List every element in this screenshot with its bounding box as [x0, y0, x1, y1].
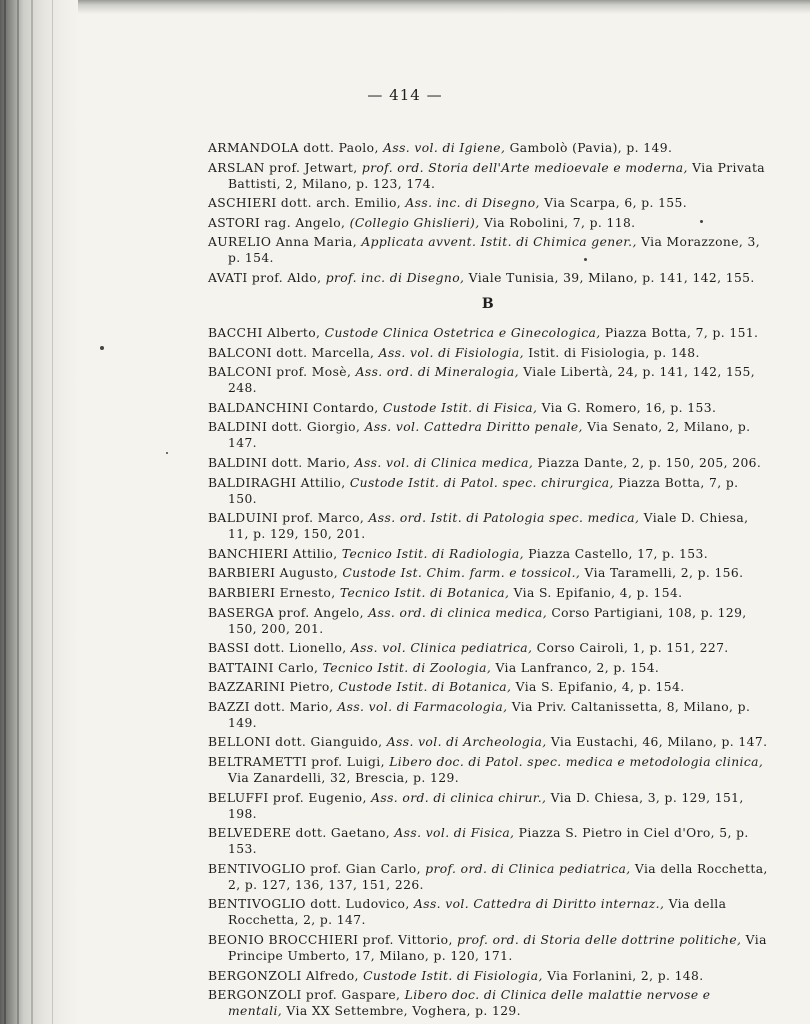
- entry-role: prof. ord. Storia dell'Arte medioevale e moderna,: [361, 160, 688, 175]
- entry-surname: BALDINI: [208, 455, 268, 470]
- directory-entry: [208, 640, 768, 656]
- print-speck: [100, 346, 104, 350]
- entry-role: Ass. ord. Istit. di Patologia spec. medica,: [368, 511, 640, 526]
- entry-address: Viale D. Chiesa, 11, p. 129, 150, 201.: [228, 511, 749, 542]
- entry-title-name: prof. Vittorio,: [358, 933, 458, 948]
- entry-address: Via Robolini, 7, p. 118.: [479, 215, 636, 230]
- entry-title-name: Attilio,: [288, 546, 342, 561]
- entry-role: (Collegio Ghislieri),: [349, 215, 480, 230]
- entries-group-b: [208, 325, 768, 1019]
- entry-surname: BENTIVOGLIO: [208, 861, 306, 876]
- entry-address: Via Principe Umberto, 17, Milano, p. 120, 171.: [228, 933, 767, 964]
- directory-entry: [208, 565, 768, 581]
- directory-entry: [208, 270, 768, 286]
- entry-title-name: dott. arch. Emilio,: [276, 196, 406, 211]
- directory-entry: [208, 734, 768, 750]
- entry-role: Ass. vol. di Fisica,: [394, 826, 515, 841]
- entry-role: Tecnico Istit. di Zoologia,: [322, 660, 492, 675]
- entry-surname: BALCONI: [208, 345, 272, 360]
- entry-surname: BEONIO BROCCHIERI: [208, 933, 359, 948]
- entry-address: Piazza Castello, 17, p. 153.: [523, 546, 709, 561]
- print-speck: [584, 258, 587, 261]
- entries-group-a: [208, 140, 768, 286]
- entry-role: Libero doc. di Patol. spec. medica e metodologia clinica,: [389, 755, 764, 770]
- entry-surname: BAZZI: [208, 699, 250, 714]
- entry-address: Corso Cairoli, 1, p. 151, 227.: [532, 641, 729, 656]
- entry-address: Via Senato, 2, Milano, p. 147.: [228, 420, 751, 451]
- entry-surname: BELTRAMETTI: [208, 755, 307, 770]
- entry-role: Ass. ord. di clinica medica,: [368, 605, 548, 620]
- entry-surname: BALDIRAGHI: [208, 475, 297, 490]
- entry-role: Custode Ist. Chim. farm. e tossicol.,: [342, 566, 581, 581]
- binding-streak: [4, 0, 6, 1024]
- entry-surname: BENTIVOGLIO: [208, 897, 306, 912]
- directory-entry: [208, 234, 768, 266]
- directory-entry: [208, 861, 768, 893]
- directory-entry: [208, 932, 768, 964]
- entry-role: prof. ord. di Clinica pediatrica,: [425, 861, 631, 876]
- entry-surname: BAZZARINI: [208, 680, 286, 695]
- entry-role: Applicata avvent. Istit. di Chimica gener.,: [361, 235, 637, 250]
- entry-address: Via della Rocchetta, 2, p. 147.: [228, 897, 727, 928]
- entry-surname: BERGONZOLI: [208, 988, 302, 1003]
- entry-title-name: dott. Gianguido,: [270, 735, 387, 750]
- directory-entry: [208, 364, 768, 396]
- entry-title-name: Contardo,: [308, 400, 383, 415]
- entry-surname: BASSI: [208, 641, 250, 656]
- entry-address: Via D. Chiesa, 3, p. 129, 151, 198.: [228, 790, 744, 821]
- directory-entry: [208, 585, 768, 601]
- entry-surname: BERGONZOLI: [208, 968, 302, 983]
- entry-title-name: prof. Luigi,: [306, 755, 390, 770]
- entry-role: Ass. vol. Cattedra Diritto penale,: [364, 420, 583, 435]
- entry-role: Ass. vol. di Fisiologia,: [378, 345, 524, 360]
- entry-title-name: Ernesto,: [275, 585, 340, 600]
- page-number: — 414 —: [367, 86, 443, 104]
- entry-surname: BELLONI: [208, 735, 271, 750]
- directory-entry: [208, 754, 768, 786]
- entry-surname: ARMANDOLA: [208, 141, 299, 155]
- entry-role: Custode Istit. di Fisica,: [382, 400, 538, 415]
- entry-role: Ass. vol. di Clinica medica,: [354, 455, 534, 470]
- entry-address: Piazza Botta, 7, p. 151.: [600, 325, 759, 340]
- entry-role: Custode Istit. di Fisiologia,: [363, 968, 543, 983]
- entry-role: Libero doc. di Clinica delle malattie nervose e mentali,: [228, 988, 711, 1019]
- entry-title-name: prof. Mosè,: [272, 365, 356, 380]
- entry-title-name: prof. Marco,: [277, 511, 369, 526]
- section-letter: B: [481, 295, 495, 312]
- entry-title-name: dott. Paolo,: [298, 141, 384, 155]
- entry-title-name: dott. Mario,: [267, 455, 355, 470]
- entry-surname: BALDANCHINI: [208, 400, 309, 415]
- directory-entry: [208, 455, 768, 471]
- entry-title-name: prof. Gian Carlo,: [305, 861, 426, 876]
- entry-surname: BASERGA: [208, 605, 275, 620]
- entry-surname: BALDINI: [208, 420, 268, 435]
- entry-address: Istit. di Fisiologia, p. 148.: [523, 345, 700, 360]
- entry-title-name: prof. Aldo,: [247, 270, 326, 285]
- entry-title-name: Anna Maria,: [271, 235, 362, 250]
- entry-title-name: Carlo,: [273, 660, 323, 675]
- entry-role: Tecnico Istit. di Radiologia,: [341, 546, 524, 561]
- entry-title-name: rag. Angelo,: [260, 215, 350, 230]
- entry-title-name: dott. Ludovico,: [305, 897, 414, 912]
- directory-entry: [208, 679, 768, 695]
- entry-title-name: Pietro,: [285, 680, 339, 695]
- entry-surname: ARSLAN: [208, 160, 265, 175]
- entry-title-name: Attilio,: [296, 475, 350, 490]
- entry-title-name: dott. Giorgio,: [267, 420, 365, 435]
- page-top-edge: [78, 0, 810, 14]
- entry-surname: BALDUINI: [208, 511, 278, 526]
- entry-address: Via della Rocchetta, 2, p. 127, 136, 137, 151, 226.: [228, 861, 768, 892]
- entry-role: Ass. vol. di Archeologia,: [386, 735, 547, 750]
- entry-address: Piazza Dante, 2, p. 150, 205, 206.: [533, 455, 762, 470]
- entry-role: Ass. inc. di Disegno,: [405, 196, 540, 211]
- entry-address: Viale Tunisia, 39, Milano, p. 141, 142, 155.: [464, 270, 755, 285]
- entry-role: Ass. ord. di clinica chirur.,: [371, 790, 547, 805]
- entry-address: Via S. Epifanio, 4, p. 154.: [509, 585, 683, 600]
- entry-surname: BATTAINI: [208, 660, 274, 675]
- entry-address: Via Privata Battisti, 2, Milano, p. 123, 174.: [228, 160, 766, 191]
- entry-surname: ASCHIERI: [208, 196, 277, 211]
- entry-role: Tecnico Istit. di Botanica,: [339, 585, 510, 600]
- entry-address: Viale Libertà, 24, p. 141, 142, 155, 248.: [228, 365, 756, 396]
- entry-title-name: dott. Gaetano,: [291, 826, 395, 841]
- entry-surname: BALCONI: [208, 365, 272, 380]
- print-speck: [700, 220, 703, 223]
- directory-entry: [208, 605, 768, 637]
- entry-role: Custode Clinica Ostetrica e Ginecologica,: [324, 325, 601, 340]
- entry-address: Gambolò (Pavia), p. 149.: [505, 141, 673, 155]
- entry-address: Via Forlanini, 2, p. 148.: [542, 968, 704, 983]
- entry-role: Ass. vol. di Igiene,: [383, 141, 506, 155]
- entry-address: Via Zanardelli, 32, Brescia, p. 129.: [228, 771, 460, 786]
- entry-role: prof. ord. di Storia delle dottrine politiche,: [457, 933, 742, 948]
- entry-surname: BANCHIERI: [208, 546, 289, 561]
- directory-entry: [208, 825, 768, 857]
- entry-surname: BELUFFI: [208, 790, 269, 805]
- entry-title-name: Alberto,: [262, 325, 325, 340]
- directory-entry: [208, 475, 768, 507]
- directory-entry: [208, 140, 768, 156]
- entry-address: Via Morazzone, 3, p. 154.: [228, 235, 761, 266]
- entry-title-name: dott. Mario,: [249, 699, 338, 714]
- print-speck: [166, 452, 168, 454]
- entry-title-name: prof. Jetwart,: [264, 160, 362, 175]
- binding-streak: [17, 0, 19, 1024]
- directory-entry: [208, 419, 768, 451]
- directory-entry: [208, 160, 768, 192]
- entry-surname: BELVEDERE: [208, 826, 292, 841]
- directory-entry: [208, 896, 768, 928]
- entry-address: Corso Partigiani, 108, p. 129, 150, 200, 201.: [228, 605, 747, 636]
- entry-address: Via Taramelli, 2, p. 156.: [580, 566, 744, 581]
- entry-address: Via G. Romero, 16, p. 153.: [537, 400, 717, 415]
- directory-entry: [208, 790, 768, 822]
- directory-entry: [208, 699, 768, 731]
- entry-title-name: Alfredo,: [301, 968, 364, 983]
- entry-role: Custode Istit. di Patol. spec. chirurgica,: [349, 475, 614, 490]
- directory-entry: [208, 660, 768, 676]
- entry-surname: AURELIO: [208, 235, 272, 250]
- directory-entries: [208, 140, 768, 1023]
- directory-entry: [208, 325, 768, 341]
- entry-title-name: prof. Angelo,: [274, 605, 369, 620]
- entry-title-name: Augusto,: [275, 566, 343, 581]
- entry-address: Via S. Epifanio, 4, p. 154.: [511, 680, 685, 695]
- directory-entry: [208, 968, 768, 984]
- entry-role: Ass. vol. di Farmacologia,: [337, 699, 508, 714]
- directory-entry: [208, 195, 768, 211]
- entry-title-name: dott. Lionello,: [249, 641, 351, 656]
- entry-address: Via Lanfranco, 2, p. 154.: [491, 660, 660, 675]
- entry-address: Via XX Settembre, Voghera, p. 129.: [282, 1004, 521, 1019]
- directory-entry: [208, 345, 768, 361]
- entry-address: Via Eustachi, 46, Milano, p. 147.: [546, 735, 768, 750]
- entry-title-name: prof. Gaspare,: [301, 988, 405, 1003]
- entry-address: Via Scarpa, 6, p. 155.: [539, 196, 688, 211]
- directory-entry: [208, 400, 768, 416]
- directory-entry: [208, 215, 768, 231]
- directory-entry: [208, 510, 768, 542]
- entry-surname: BARBIERI: [208, 585, 276, 600]
- binding-streak: [52, 0, 53, 1024]
- entry-surname: AVATI: [208, 270, 248, 285]
- entry-address: Piazza S. Pietro in Ciel d'Oro, 5, p. 153.: [228, 826, 749, 857]
- entry-address: Via Priv. Caltanissetta, 8, Milano, p. 149.: [228, 699, 751, 730]
- entry-address: Piazza Botta, 7, p. 150.: [228, 475, 739, 506]
- entry-title-name: dott. Marcella,: [272, 345, 379, 360]
- entry-role: Ass. vol. Clinica pediatrica,: [350, 641, 533, 656]
- entry-role: Custode Istit. di Botanica,: [338, 680, 512, 695]
- entry-surname: ASTORI: [208, 215, 261, 230]
- entry-role: Ass. vol. Cattedra di Diritto internaz.,: [413, 897, 665, 912]
- binding-streak: [31, 0, 33, 1024]
- page-binding-shadow: [0, 0, 78, 1024]
- entry-role: prof. inc. di Disegno,: [325, 270, 465, 285]
- entry-surname: BARBIERI: [208, 566, 276, 581]
- entry-title-name: prof. Eugenio,: [268, 790, 372, 805]
- directory-entry: [208, 987, 768, 1019]
- entry-role: Ass. ord. di Mineralogia,: [355, 365, 519, 380]
- directory-entry: [208, 546, 768, 562]
- entry-surname: BACCHI: [208, 325, 263, 340]
